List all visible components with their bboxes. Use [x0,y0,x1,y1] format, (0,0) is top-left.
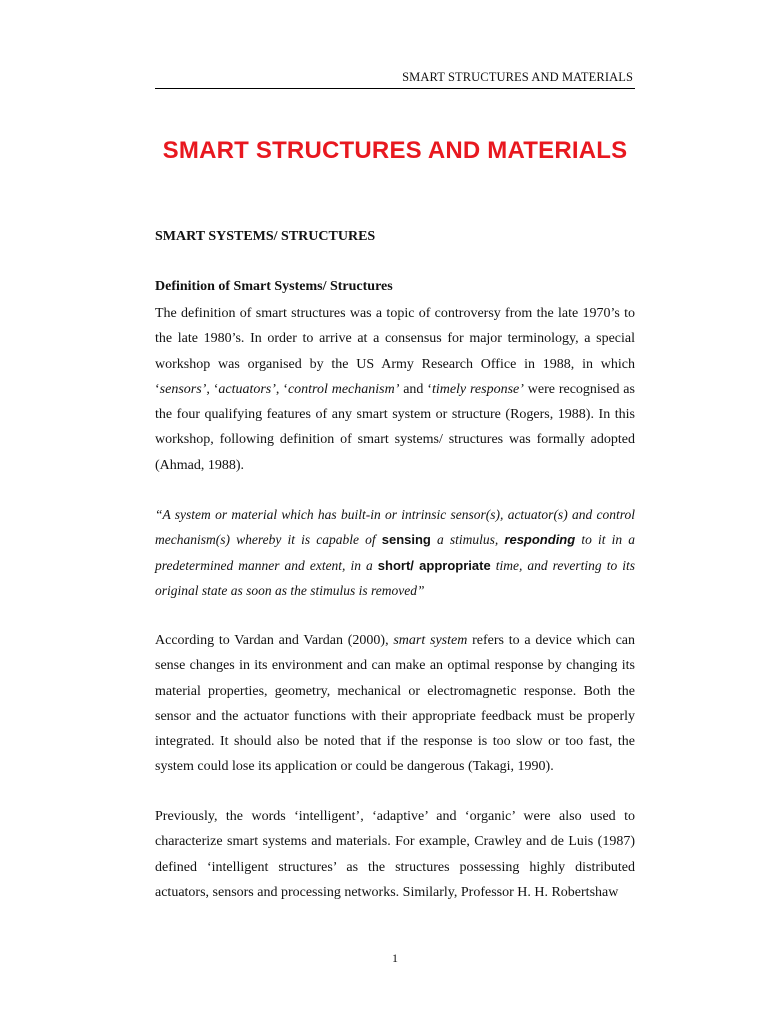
paragraph-text: , ‘ [275,381,288,397]
definition-quote [155,502,635,603]
page-title: SMART STRUCTURES AND MATERIALS [162,137,628,164]
term-smart-system: smart system [393,633,468,648]
paragraph-text: were recognised as the four qualifying features of any smart system or structure (Rogers, 1988). In this workshop, following definition of smart systems/ structures was formally adopted (Ahmad, 1988). [155,381,635,473]
page-number: 1 [392,951,398,965]
paragraph-vardan [155,628,635,780]
paragraph-text: According to Vardan and Vardan (2000), [155,633,394,648]
paragraph-definition [155,301,635,478]
quote-keyword-short-appropriate: short/ appropriate [377,557,491,573]
quote-keyword-responding: responding [504,532,576,548]
quote-keyword-sensing: sensing [381,532,431,548]
quote-text: time, and reverting to its original state as soon as the stimulus is removed” [155,557,635,598]
paragraph-text: The definition of smart structures was a topic of controversy from the late 1970’s to the late 1980’s. In order to arrive at a consensus for major terminology, a special workshop was organised by the US Army Research Office in 1988, in which ‘ [155,306,635,397]
quote-text: a stimulus, [430,532,505,548]
paragraph-text: and ‘ [399,381,432,397]
header-rule [155,88,635,89]
quote-text: to it in a predetermined manner and extent, in a [155,532,635,573]
running-header: SMART STRUCTURES AND MATERIALS [402,70,633,84]
term-sensors: sensors’ [159,381,207,397]
paragraph-text: , ‘ [206,381,219,397]
section-heading: SMART SYSTEMS/ STRUCTURES [155,229,376,244]
term-control-mechanism: control mechanism’ [287,381,400,397]
paragraph-text: refers to a device which can sense changes in its environment and can make an optimal response by changing its material properties, geometry, mechanical or electromagnetic response. Both the sensor and the actuator functions with their appropriate feedback must be properly integrated. It should also be noted that if the response is too slow or too fast, the system could lose its application or could be dangerous (Takagi, 1990). [155,633,635,775]
paragraph-previously: Previously, the words ‘intelligent’, ‘adaptive’ and ‘organic’ were also used to characterize smart systems and materials. For example, Crawley and de Luis (1987) defined ‘intelligent structures’ as the structures possessing highly distributed actuators, sensors and processing networks. Similarly, Professor H. H. Robertshaw [155,809,635,900]
term-timely-response: timely response’ [431,381,524,397]
quote-text: “A system or material which has built-in or intrinsic sensor(s), actuator(s) and control mechanism(s) whereby it is capable of [155,507,635,548]
sub-heading: Definition of Smart Systems/ Structures [155,279,393,294]
term-actuators: actuators’ [218,381,276,397]
